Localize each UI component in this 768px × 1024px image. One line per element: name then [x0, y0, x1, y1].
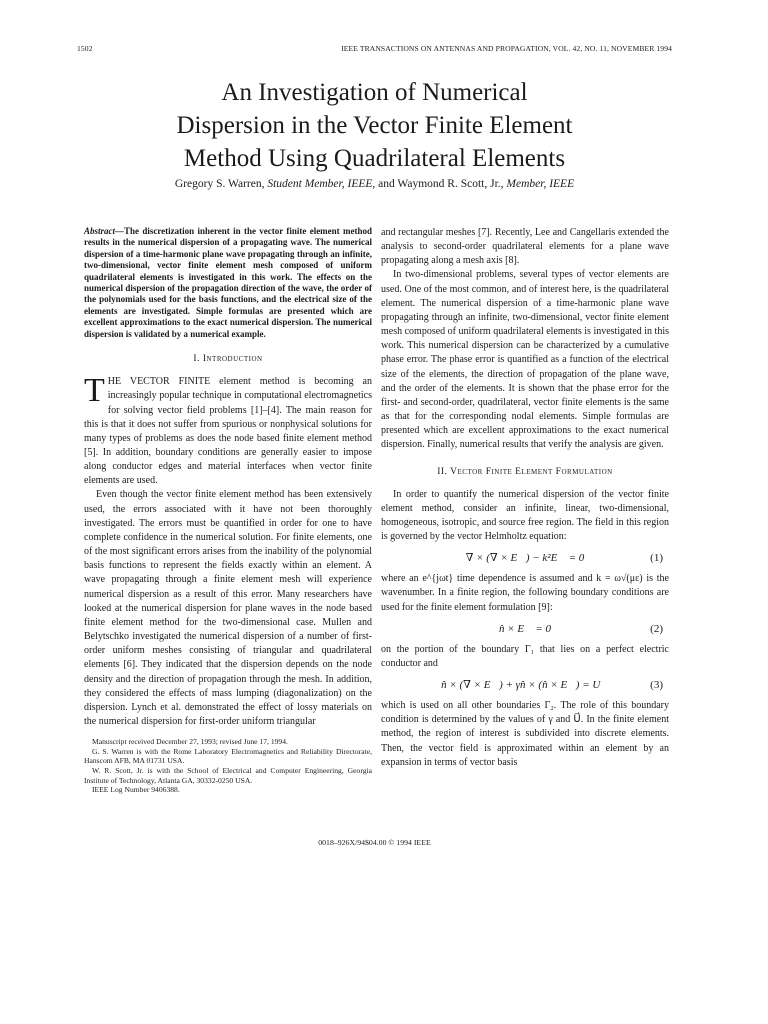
journal-header: IEEE TRANSACTIONS ON ANTENNAS AND PROPAGATION, VOL. 42, NO. 11, NOVEMBER 1994 [341, 44, 672, 53]
equation-number: (3) [650, 679, 663, 692]
body-paragraph: In order to quantify the numerical dispersion of the vector finite element method, consider an infinite, linear, two-dimensional, homogeneous, isotropic, and source free region. The field in this region is governed by the vector Helmholtz equation: [381, 488, 669, 543]
footnote: W. R. Scott, Jr. is with the School of Electrical and Computer Engineering, Georgia Institute of Technology, Atlanta GA, 30332-0250 USA. [84, 765, 372, 785]
body-paragraph: and rectangular meshes [7]. Recently, Lee and Cangellaris extended the analysis to second-order quadrilateral elements for a plane wave propagating along a mesh axis [8]. [381, 227, 669, 267]
footnote: Manuscript received December 27, 1993; revised June 17, 1994. [92, 737, 288, 747]
author-role: Student Member, IEEE, [267, 178, 376, 190]
footnote: IEEE Log Number 9406388. [92, 785, 180, 795]
equation-body: ∇ × (∇ × E⃗) − k²E⃗ = 0 [465, 552, 585, 565]
author-role: Member, IEEE [506, 178, 575, 190]
section-heading: I. Introduction [193, 354, 263, 365]
equation-number: (2) [650, 622, 663, 635]
intro-paragraph [84, 372, 372, 488]
author-line [77, 178, 672, 190]
body-paragraph: In two-dimensional problems, several types of vector elements are used. One of the most common, and of interest here, is the quadrilateral element. The numerical dispersion of a time-harmonic plane wave propagating through an infinite, two-dimensional, vector finite element mesh composed of uniform quadrilateral elements is investigated in this work. This numerical dispersion can be characterized by a cumulative phase error. The phase error is quantified as a function of the electrical size of the elements, the direction of propagation of the plane wave, and the order of the elements. It is shown that the phase error for the first- and second-order, quadrilateral, vector finite elements is the same as that for the corresponding nodal elements. Simple formulas are presented which are excellent approximations to the exact numerical dispersion. Finally, numerical results that verify the analysis are given. [381, 269, 669, 451]
body-paragraph: which is used on all other boundaries Γ₂. The role of this boundary condition is determined by the values of γ and U⃗. In the finite element method, the region of interest is subdivided into discrete elements. Then, the vector field is approximated within an element by an expansion in terms of vector basis [381, 700, 669, 768]
author-name: Gregory S. Warren, [174, 178, 265, 190]
equation-2 [381, 615, 669, 643]
equation-3 [381, 671, 669, 699]
body-paragraph: where an e^{jωt} time dependence is assumed and k = ω√(με) is the wavenumber. In a finite region, the following boundary conditions are used for the finite element formulation [9]: [381, 573, 669, 613]
abstract-label: Abstract— [84, 226, 125, 236]
running-header [77, 44, 672, 56]
body-paragraph: on the portion of the boundary Γ₁ that lies on a perfect electric conductor and [381, 643, 669, 669]
page-number: 1502 [77, 44, 93, 53]
intro-text: HE VECTOR FINITE element method is becoming an increasingly popular technique in computational electromagnetics for solving vector field problems [1]–[4]. The main reason for this is that it does not suffer from spurious or nonphysical solutions for many types of problems as does the node based finite element method [5]. In addition, boundary conditions are generally easier to impose along conductor edges and material interfaces when vector finite elements are used. [84, 376, 372, 487]
equation-body: n̂ × (∇ × E⃗) + γn̂ × (n̂ × E⃗) = U⃗ [441, 679, 609, 692]
author-name: and Waymond R. Scott, Jr., [378, 178, 504, 190]
footnotes [84, 737, 372, 795]
right-column [381, 226, 669, 770]
section-heading: II. Vector Finite Element Formulation [437, 466, 613, 477]
equation-1 [381, 544, 669, 572]
copyright-line: 0018–926X/94$04.00 © 1994 IEEE [318, 838, 431, 847]
left-column [84, 226, 372, 795]
title-line: Dispersion in the Vector Finite Element [176, 112, 573, 139]
body-paragraph: Even though the vector finite element method has been extensively used, the errors associated with it have not been thoroughly investigated. The errors must be quantified in order for one to have complete confidence in the numerical solution. For finite elements, one of the most significant errors arises from the inability of the polynomial basis functions to represent the fields exactly within an element. A wave propagating through a finite element mesh will experience numerical dispersion as a result of this error. Many researchers have looked at the numerical dispersion for plane waves in the node based finite element method for the two-dimensional case. Mullen and Belytschko investigated the numerical dispersion of a number of first-order uniform meshes consisting of triangular and quadrilateral elements [6]. They indicated that the dispersion depends on the node density and the direction of propagation through the mesh. In addition, they considered the effects of mass lumping (diagonalization) on the dispersion. Lynch et al. demonstrated the effect of lossy materials on the numerical dispersion for first-order uniform triangular [84, 489, 372, 727]
abstract [84, 226, 372, 340]
abstract-text: The discretization inherent in the vector finite element method results in the numerical dispersion of a propagating wave. The numerical dispersion of a time-harmonic plane wave propagating through an infinite, two-dimensional, vector finite element mesh composed of uniform quadrilateral elements is investigated in this work. The effects on the numerical dispersion of the propagation direction of the wave, the order of the polynomials used for the basis functions, and the electrical size of the elements are investigated. Simple formulas are presented which are excellent approximations to the exact numerical dispersion. The numerical dispersion is validated by a numerical example. [84, 226, 372, 339]
paper-title [77, 76, 672, 175]
equation-number: (1) [650, 552, 663, 565]
drop-cap: T [84, 372, 105, 410]
title-line: An Investigation of Numerical [221, 79, 528, 106]
equation-body: n̂ × E⃗ = 0 [498, 622, 552, 635]
footnote: G. S. Warren is with the Rome Laboratory Electromagnetics and Reliability Directorate, Hanscom AFB, MA 01731 USA. [84, 746, 372, 766]
title-line: Method Using Quadrilateral Elements [183, 145, 566, 172]
